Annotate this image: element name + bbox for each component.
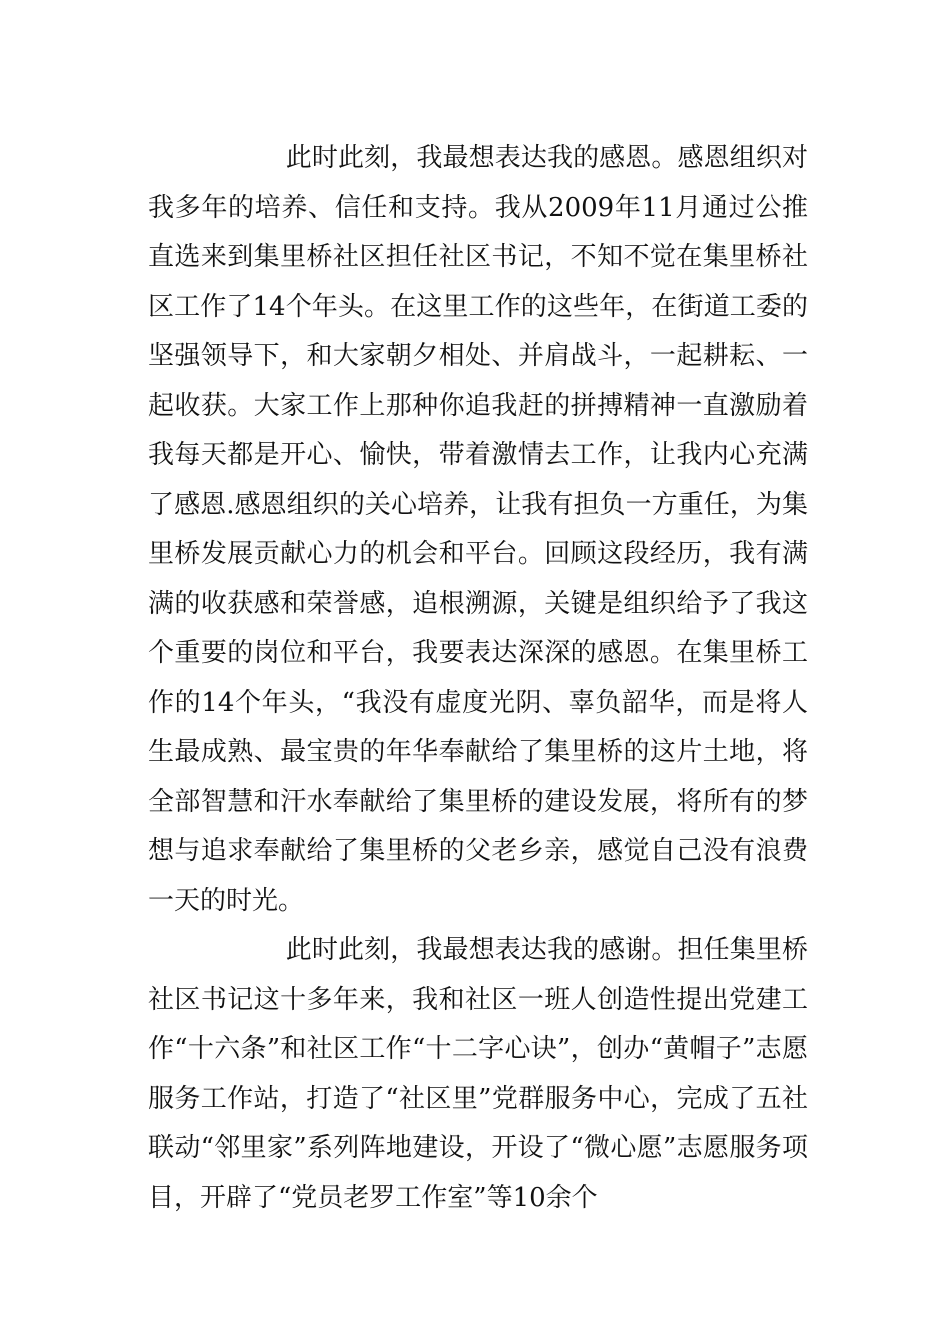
document-body — [148, 134, 808, 1223]
paragraph-thanks-work: 此时此刻，我最想表达我的感谢。担任集里桥社区书记这十多年来，我和社区一班人创造性提出党建工作“十六条”和社区工作“十二字心诀”，创办“黄帽子”志愿服务工作站，打造了“社区里”党群服务中心，完成了五社联动“邻里家”系列阵地建设，开设了“微心愿”志愿服务项目，开辟了“党员老罗工作室”等10余个 — [148, 935, 808, 1213]
paragraph-gratitude-organization: 此时此刻，我最想表达我的感恩。感恩组织对我多年的培养、信任和支持。我从2009年11月通过公推直选来到集里桥社区担任社区书记，不知不觉在集里桥社区工作了14个年头。在这里工作的这些年，在街道工委的坚强领导下，和大家朝夕相处、并肩战斗，一起耕耘、一起收获。大家工作上那种你追我赶的拼搏精神一直激励着我每天都是开心、愉快，带着激情去工作，让我内心充满了感恩.感恩组织的关心培养，让我有担负一方重任，为集里桥发展贡献心力的机会和平台。回顾这段经历，我有满满的收获感和荣誉感，追根溯源，关键是组织给予了我这个重要的岗位和平台，我要表达深深的感恩。在集里桥工作的14个年头，“我没有虚度光阴、辜负韶华，而是将人生最成熟、最宝贵的年华奉献给了集里桥的这片土地，将全部智慧和汗水奉献给了集里桥的建设发展，将所有的梦想与追求奉献给了集里桥的父老乡亲，感觉自己没有浪费一天的时光。 — [148, 143, 808, 916]
